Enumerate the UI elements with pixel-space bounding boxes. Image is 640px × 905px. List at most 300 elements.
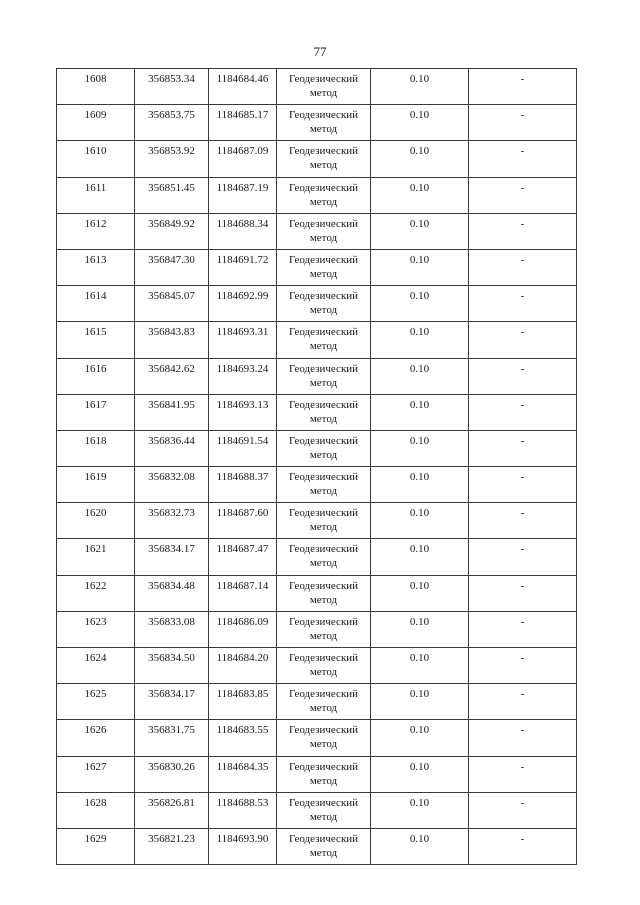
method-line-1: Геодезический <box>288 688 359 701</box>
method-line-2: метод <box>309 376 338 389</box>
coord-x-cell <box>135 756 209 792</box>
method-line-2: метод <box>309 412 338 425</box>
accuracy-value: 0.10 <box>409 724 430 737</box>
coord-y: 1184685.17 <box>216 109 269 122</box>
coord-y: 1184688.37 <box>216 471 269 484</box>
coord-y: 1184688.53 <box>216 796 269 809</box>
accuracy-cell <box>371 684 469 720</box>
method-line-2: метод <box>309 123 338 136</box>
coord-x: 356834.17 <box>148 543 195 556</box>
method-cell <box>277 575 371 611</box>
point-id: 1624 <box>84 652 107 664</box>
table-row <box>57 828 577 864</box>
method-cell <box>277 611 371 647</box>
method-text <box>277 141 370 172</box>
method-line-1: Геодезический <box>288 290 359 303</box>
method-text <box>277 431 370 462</box>
method-text <box>277 612 370 643</box>
point-id: 1610 <box>84 145 107 158</box>
note-value: - <box>520 398 525 411</box>
method-text <box>277 359 370 390</box>
coord-y-cell <box>209 105 277 141</box>
coord-x-cell <box>135 358 209 394</box>
point-id: 1629 <box>84 832 107 845</box>
table-row <box>57 249 577 285</box>
point-id-cell <box>57 286 135 322</box>
method-line-2: метод <box>309 521 338 534</box>
table-row <box>57 792 577 828</box>
accuracy-value: 0.10 <box>409 145 430 158</box>
point-id: 1620 <box>84 507 107 520</box>
table-row <box>57 503 577 539</box>
coord-x: 356851.45 <box>148 181 195 194</box>
point-id-cell <box>57 69 135 105</box>
method-line-2: метод <box>309 593 338 606</box>
point-id: 1614 <box>84 290 107 303</box>
table-row <box>57 286 577 322</box>
point-id: 1625 <box>84 688 107 701</box>
coord-x: 356853.92 <box>148 145 195 158</box>
method-line-2: метод <box>309 304 338 317</box>
method-text <box>277 286 370 317</box>
point-id-cell <box>57 394 135 430</box>
note-value: - <box>520 796 525 809</box>
coord-y-cell <box>209 467 277 503</box>
coord-x: 356833.08 <box>148 615 195 628</box>
method-cell <box>277 286 371 322</box>
note-value: - <box>520 579 525 592</box>
point-id-cell <box>57 575 135 611</box>
note-value: - <box>520 688 525 701</box>
coord-x: 356832.08 <box>148 471 195 484</box>
coord-y-cell <box>209 69 277 105</box>
method-text <box>277 250 370 281</box>
method-line-2: метод <box>309 195 338 208</box>
coord-y-cell <box>209 213 277 249</box>
method-line-2: метод <box>309 702 338 715</box>
method-cell <box>277 141 371 177</box>
coord-x-cell <box>135 286 209 322</box>
coord-y-cell <box>209 611 277 647</box>
coord-x-cell <box>135 720 209 756</box>
coord-y-cell <box>209 141 277 177</box>
accuracy-value: 0.10 <box>409 398 430 411</box>
coord-y: 1184687.47 <box>216 543 269 556</box>
point-id-cell <box>57 213 135 249</box>
accuracy-cell <box>371 105 469 141</box>
point-id: 1612 <box>84 217 107 230</box>
accuracy-value: 0.10 <box>409 181 430 194</box>
table-row <box>57 69 577 105</box>
method-line-2: метод <box>309 485 338 498</box>
point-id-cell <box>57 720 135 756</box>
coord-x: 356831.75 <box>148 724 195 737</box>
note-value: - <box>520 109 525 122</box>
point-id: 1622 <box>84 579 107 592</box>
accuracy-cell <box>371 322 469 358</box>
method-cell <box>277 756 371 792</box>
accuracy-value: 0.10 <box>409 507 430 520</box>
method-text <box>277 503 370 534</box>
coord-x-cell <box>135 430 209 466</box>
note-cell <box>469 792 577 828</box>
note-cell <box>469 249 577 285</box>
accuracy-cell <box>371 286 469 322</box>
accuracy-value: 0.10 <box>409 796 430 809</box>
note-cell <box>469 177 577 213</box>
accuracy-value: 0.10 <box>409 73 430 85</box>
coord-y: 1184693.90 <box>216 832 269 845</box>
point-id-cell <box>57 648 135 684</box>
method-line-1: Геодезический <box>288 543 359 556</box>
table-row <box>57 213 577 249</box>
method-text <box>277 395 370 426</box>
method-cell <box>277 177 371 213</box>
method-line-1: Геодезический <box>288 579 359 592</box>
method-line-1: Геодезический <box>288 398 359 411</box>
coordinates-table <box>56 68 577 865</box>
point-id-cell <box>57 430 135 466</box>
coord-x-cell <box>135 611 209 647</box>
coord-y: 1184684.46 <box>216 73 269 85</box>
accuracy-value: 0.10 <box>409 434 430 447</box>
coord-y-cell <box>209 286 277 322</box>
method-text <box>277 105 370 136</box>
table-row <box>57 720 577 756</box>
method-line-1: Геодезический <box>288 652 359 664</box>
note-value: - <box>520 615 525 628</box>
accuracy-cell <box>371 720 469 756</box>
coord-y-cell <box>209 394 277 430</box>
coord-y-cell <box>209 575 277 611</box>
note-cell <box>469 756 577 792</box>
point-id-cell <box>57 828 135 864</box>
table-row <box>57 648 577 684</box>
coord-y: 1184693.31 <box>216 326 269 339</box>
coord-y: 1184693.13 <box>216 398 269 411</box>
note-value: - <box>520 362 525 375</box>
point-id-cell <box>57 467 135 503</box>
coord-x-cell <box>135 792 209 828</box>
coord-y: 1184686.09 <box>216 615 269 628</box>
coord-x: 356836.44 <box>148 434 195 447</box>
coord-y: 1184683.85 <box>216 688 269 701</box>
point-id: 1608 <box>84 73 107 85</box>
method-cell <box>277 828 371 864</box>
point-id: 1628 <box>84 796 107 809</box>
point-id: 1627 <box>84 760 107 773</box>
coord-y-cell <box>209 792 277 828</box>
accuracy-cell <box>371 249 469 285</box>
coord-x: 356834.48 <box>148 579 195 592</box>
coord-x: 356834.50 <box>148 652 195 664</box>
method-cell <box>277 539 371 575</box>
note-value: - <box>520 145 525 158</box>
coord-x: 356842.62 <box>148 362 195 375</box>
accuracy-value: 0.10 <box>409 543 430 556</box>
table-body <box>57 69 577 865</box>
accuracy-cell <box>371 358 469 394</box>
note-cell <box>469 141 577 177</box>
coord-x-cell <box>135 467 209 503</box>
method-line-1: Геодезический <box>288 217 359 230</box>
method-line-2: метод <box>309 738 338 751</box>
note-cell <box>469 358 577 394</box>
method-text <box>277 829 370 860</box>
coord-y: 1184683.55 <box>216 724 269 737</box>
point-id-cell <box>57 141 135 177</box>
coord-y-cell <box>209 648 277 684</box>
coord-x-cell <box>135 322 209 358</box>
method-line-2: метод <box>309 159 338 172</box>
method-cell <box>277 105 371 141</box>
method-cell <box>277 249 371 285</box>
coord-x: 356849.92 <box>148 217 195 230</box>
table-row <box>57 467 577 503</box>
accuracy-cell <box>371 430 469 466</box>
coord-y: 1184692.99 <box>216 290 269 303</box>
method-line-2: метод <box>309 557 338 570</box>
coord-x-cell <box>135 249 209 285</box>
coord-x: 356832.73 <box>148 507 195 520</box>
method-text <box>277 720 370 751</box>
note-cell <box>469 394 577 430</box>
coord-x-cell <box>135 394 209 430</box>
method-text <box>277 467 370 498</box>
accuracy-cell <box>371 467 469 503</box>
coord-y: 1184687.14 <box>216 579 269 592</box>
coord-y: 1184688.34 <box>216 217 269 230</box>
note-value: - <box>520 290 525 303</box>
point-id: 1626 <box>84 724 107 737</box>
coord-y-cell <box>209 177 277 213</box>
method-text <box>277 648 370 679</box>
coord-x-cell <box>135 141 209 177</box>
method-cell <box>277 430 371 466</box>
coord-y-cell <box>209 503 277 539</box>
table-row <box>57 394 577 430</box>
note-cell <box>469 648 577 684</box>
method-cell <box>277 358 371 394</box>
point-id-cell <box>57 503 135 539</box>
method-text <box>277 576 370 607</box>
coord-x: 356821.23 <box>148 832 195 845</box>
point-id-cell <box>57 792 135 828</box>
accuracy-cell <box>371 503 469 539</box>
method-text <box>277 178 370 209</box>
accuracy-value: 0.10 <box>409 615 430 628</box>
point-id-cell <box>57 611 135 647</box>
table-row <box>57 430 577 466</box>
coord-y-cell <box>209 720 277 756</box>
table-row <box>57 322 577 358</box>
note-value: - <box>520 652 525 664</box>
method-line-1: Геодезический <box>288 434 359 447</box>
point-id-cell <box>57 539 135 575</box>
method-line-2: метод <box>309 774 338 787</box>
point-id-cell <box>57 177 135 213</box>
table-row <box>57 575 577 611</box>
accuracy-value: 0.10 <box>409 253 430 266</box>
coord-y: 1184684.35 <box>216 760 269 773</box>
note-cell <box>469 286 577 322</box>
method-line-2: метод <box>309 267 338 280</box>
coord-x: 356847.30 <box>148 253 195 266</box>
note-cell <box>469 69 577 105</box>
method-line-1: Геодезический <box>288 615 359 628</box>
accuracy-cell <box>371 648 469 684</box>
point-id-cell <box>57 105 135 141</box>
point-id: 1617 <box>84 398 107 411</box>
table-row <box>57 141 577 177</box>
table-row <box>57 105 577 141</box>
accuracy-cell <box>371 828 469 864</box>
accuracy-value: 0.10 <box>409 760 430 773</box>
coord-y: 1184684.20 <box>216 652 269 664</box>
method-line-1: Геодезический <box>288 760 359 773</box>
note-value: - <box>520 507 525 520</box>
method-line-2: метод <box>309 666 338 678</box>
accuracy-cell <box>371 213 469 249</box>
accuracy-value: 0.10 <box>409 688 430 701</box>
accuracy-value: 0.10 <box>409 652 430 664</box>
method-line-1: Геодезический <box>288 507 359 520</box>
method-cell <box>277 792 371 828</box>
point-id-cell <box>57 249 135 285</box>
coord-x-cell <box>135 828 209 864</box>
table-row <box>57 756 577 792</box>
accuracy-cell <box>371 792 469 828</box>
point-id: 1611 <box>84 181 107 194</box>
accuracy-cell <box>371 141 469 177</box>
method-line-2: метод <box>309 340 338 353</box>
note-cell <box>469 322 577 358</box>
accuracy-value: 0.10 <box>409 217 430 230</box>
method-line-1: Геодезический <box>288 73 359 85</box>
method-cell <box>277 503 371 539</box>
method-line-1: Геодезический <box>288 145 359 158</box>
table-row <box>57 177 577 213</box>
coord-x: 356834.17 <box>148 688 195 701</box>
coord-y: 1184691.72 <box>216 253 269 266</box>
method-cell <box>277 394 371 430</box>
coord-y-cell <box>209 430 277 466</box>
point-id: 1615 <box>84 326 107 339</box>
method-cell <box>277 322 371 358</box>
coord-x: 356841.95 <box>148 398 195 411</box>
note-cell <box>469 105 577 141</box>
coord-x-cell <box>135 177 209 213</box>
method-cell <box>277 69 371 105</box>
note-cell <box>469 575 577 611</box>
point-id: 1609 <box>84 109 107 122</box>
coord-y-cell <box>209 322 277 358</box>
method-line-1: Геодезический <box>288 796 359 809</box>
method-line-1: Геодезический <box>288 471 359 484</box>
coord-x: 356845.07 <box>148 290 195 303</box>
method-line-1: Геодезический <box>288 181 359 194</box>
point-id-cell <box>57 358 135 394</box>
table-row <box>57 611 577 647</box>
coord-x-cell <box>135 684 209 720</box>
method-line-2: метод <box>309 87 338 99</box>
accuracy-value: 0.10 <box>409 471 430 484</box>
point-id: 1623 <box>84 615 107 628</box>
note-value: - <box>520 760 525 773</box>
method-line-1: Геодезический <box>288 362 359 375</box>
coord-y: 1184687.60 <box>216 507 269 520</box>
note-cell <box>469 430 577 466</box>
note-value: - <box>520 253 525 266</box>
table-row <box>57 358 577 394</box>
method-text <box>277 539 370 570</box>
point-id-cell <box>57 684 135 720</box>
method-cell <box>277 648 371 684</box>
coord-x-cell <box>135 213 209 249</box>
coord-x-cell <box>135 539 209 575</box>
accuracy-value: 0.10 <box>409 326 430 339</box>
method-cell <box>277 213 371 249</box>
point-id-cell <box>57 322 135 358</box>
coord-x: 356853.34 <box>148 73 195 85</box>
method-text <box>277 322 370 353</box>
method-line-1: Геодезический <box>288 326 359 339</box>
accuracy-cell <box>371 69 469 105</box>
note-value: - <box>520 724 525 737</box>
note-cell <box>469 611 577 647</box>
accuracy-cell <box>371 539 469 575</box>
method-line-2: метод <box>309 810 338 823</box>
coord-x-cell <box>135 105 209 141</box>
point-id: 1619 <box>84 471 107 484</box>
method-line-1: Геодезический <box>288 832 359 845</box>
accuracy-cell <box>371 756 469 792</box>
table-row <box>57 539 577 575</box>
method-line-1: Геодезический <box>288 253 359 266</box>
method-line-2: метод <box>309 846 338 859</box>
coord-y: 1184693.24 <box>216 362 269 375</box>
accuracy-cell <box>371 611 469 647</box>
coord-y-cell <box>209 249 277 285</box>
method-line-2: метод <box>309 231 338 244</box>
note-cell <box>469 467 577 503</box>
method-text <box>277 793 370 824</box>
note-value: - <box>520 217 525 230</box>
method-cell <box>277 684 371 720</box>
note-cell <box>469 539 577 575</box>
note-cell <box>469 503 577 539</box>
accuracy-value: 0.10 <box>409 362 430 375</box>
method-line-1: Геодезический <box>288 109 359 122</box>
note-cell <box>469 213 577 249</box>
point-id: 1613 <box>84 253 107 266</box>
accuracy-value: 0.10 <box>409 290 430 303</box>
coord-x: 356853.75 <box>148 109 195 122</box>
method-cell <box>277 720 371 756</box>
coord-y-cell <box>209 684 277 720</box>
accuracy-value: 0.10 <box>409 579 430 592</box>
point-id-cell <box>57 756 135 792</box>
coord-y-cell <box>209 828 277 864</box>
note-value: - <box>520 181 525 194</box>
table-row <box>57 684 577 720</box>
note-value: - <box>520 434 525 447</box>
coord-y: 1184691.54 <box>216 434 269 447</box>
accuracy-value: 0.10 <box>409 109 430 122</box>
note-cell <box>469 828 577 864</box>
note-value: - <box>520 326 525 339</box>
point-id: 1616 <box>84 362 107 375</box>
